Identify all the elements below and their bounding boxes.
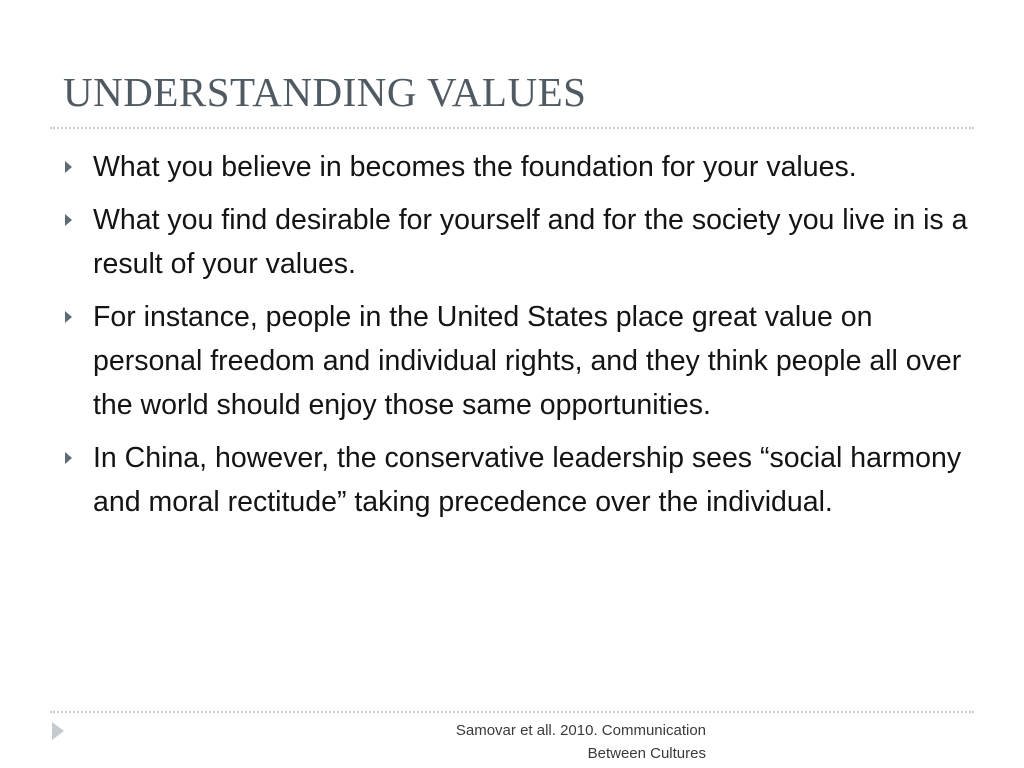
footer-line-1: Samovar et all. 2010. Communication (455, 722, 706, 739)
triangle-bullet-icon (65, 214, 72, 226)
triangle-bullet-icon (65, 452, 72, 464)
bullet-item (62, 145, 972, 189)
slide-footer (456, 719, 706, 765)
triangle-bullet-icon (65, 161, 72, 173)
bullet-text: What you find desirable for yourself and for the society you live in is a result of your values. (93, 204, 968, 280)
footer-line-2: Between Cultures (587, 745, 706, 762)
bullet-list (62, 145, 972, 533)
bullet-text: For instance, people in the United States place great value on personal freedom and individual rights, and they think people all over the world should enjoy those same opportunities. (93, 301, 962, 421)
bullet-text: What you believe in becomes the foundation for your values. (93, 151, 857, 183)
bullet-text: In China, however, the conservative leadership sees “social harmony and moral rectitude” taking precedence over the individual. (93, 442, 962, 518)
next-slide-arrow-icon[interactable] (52, 722, 64, 740)
footer-divider (50, 711, 974, 713)
bullet-item (62, 198, 972, 286)
slide-title: UNDERSTANDING VALUES (63, 69, 587, 115)
bullet-item (62, 295, 972, 427)
triangle-bullet-icon (65, 311, 72, 323)
bullet-item (62, 436, 972, 524)
title-divider (50, 127, 974, 129)
